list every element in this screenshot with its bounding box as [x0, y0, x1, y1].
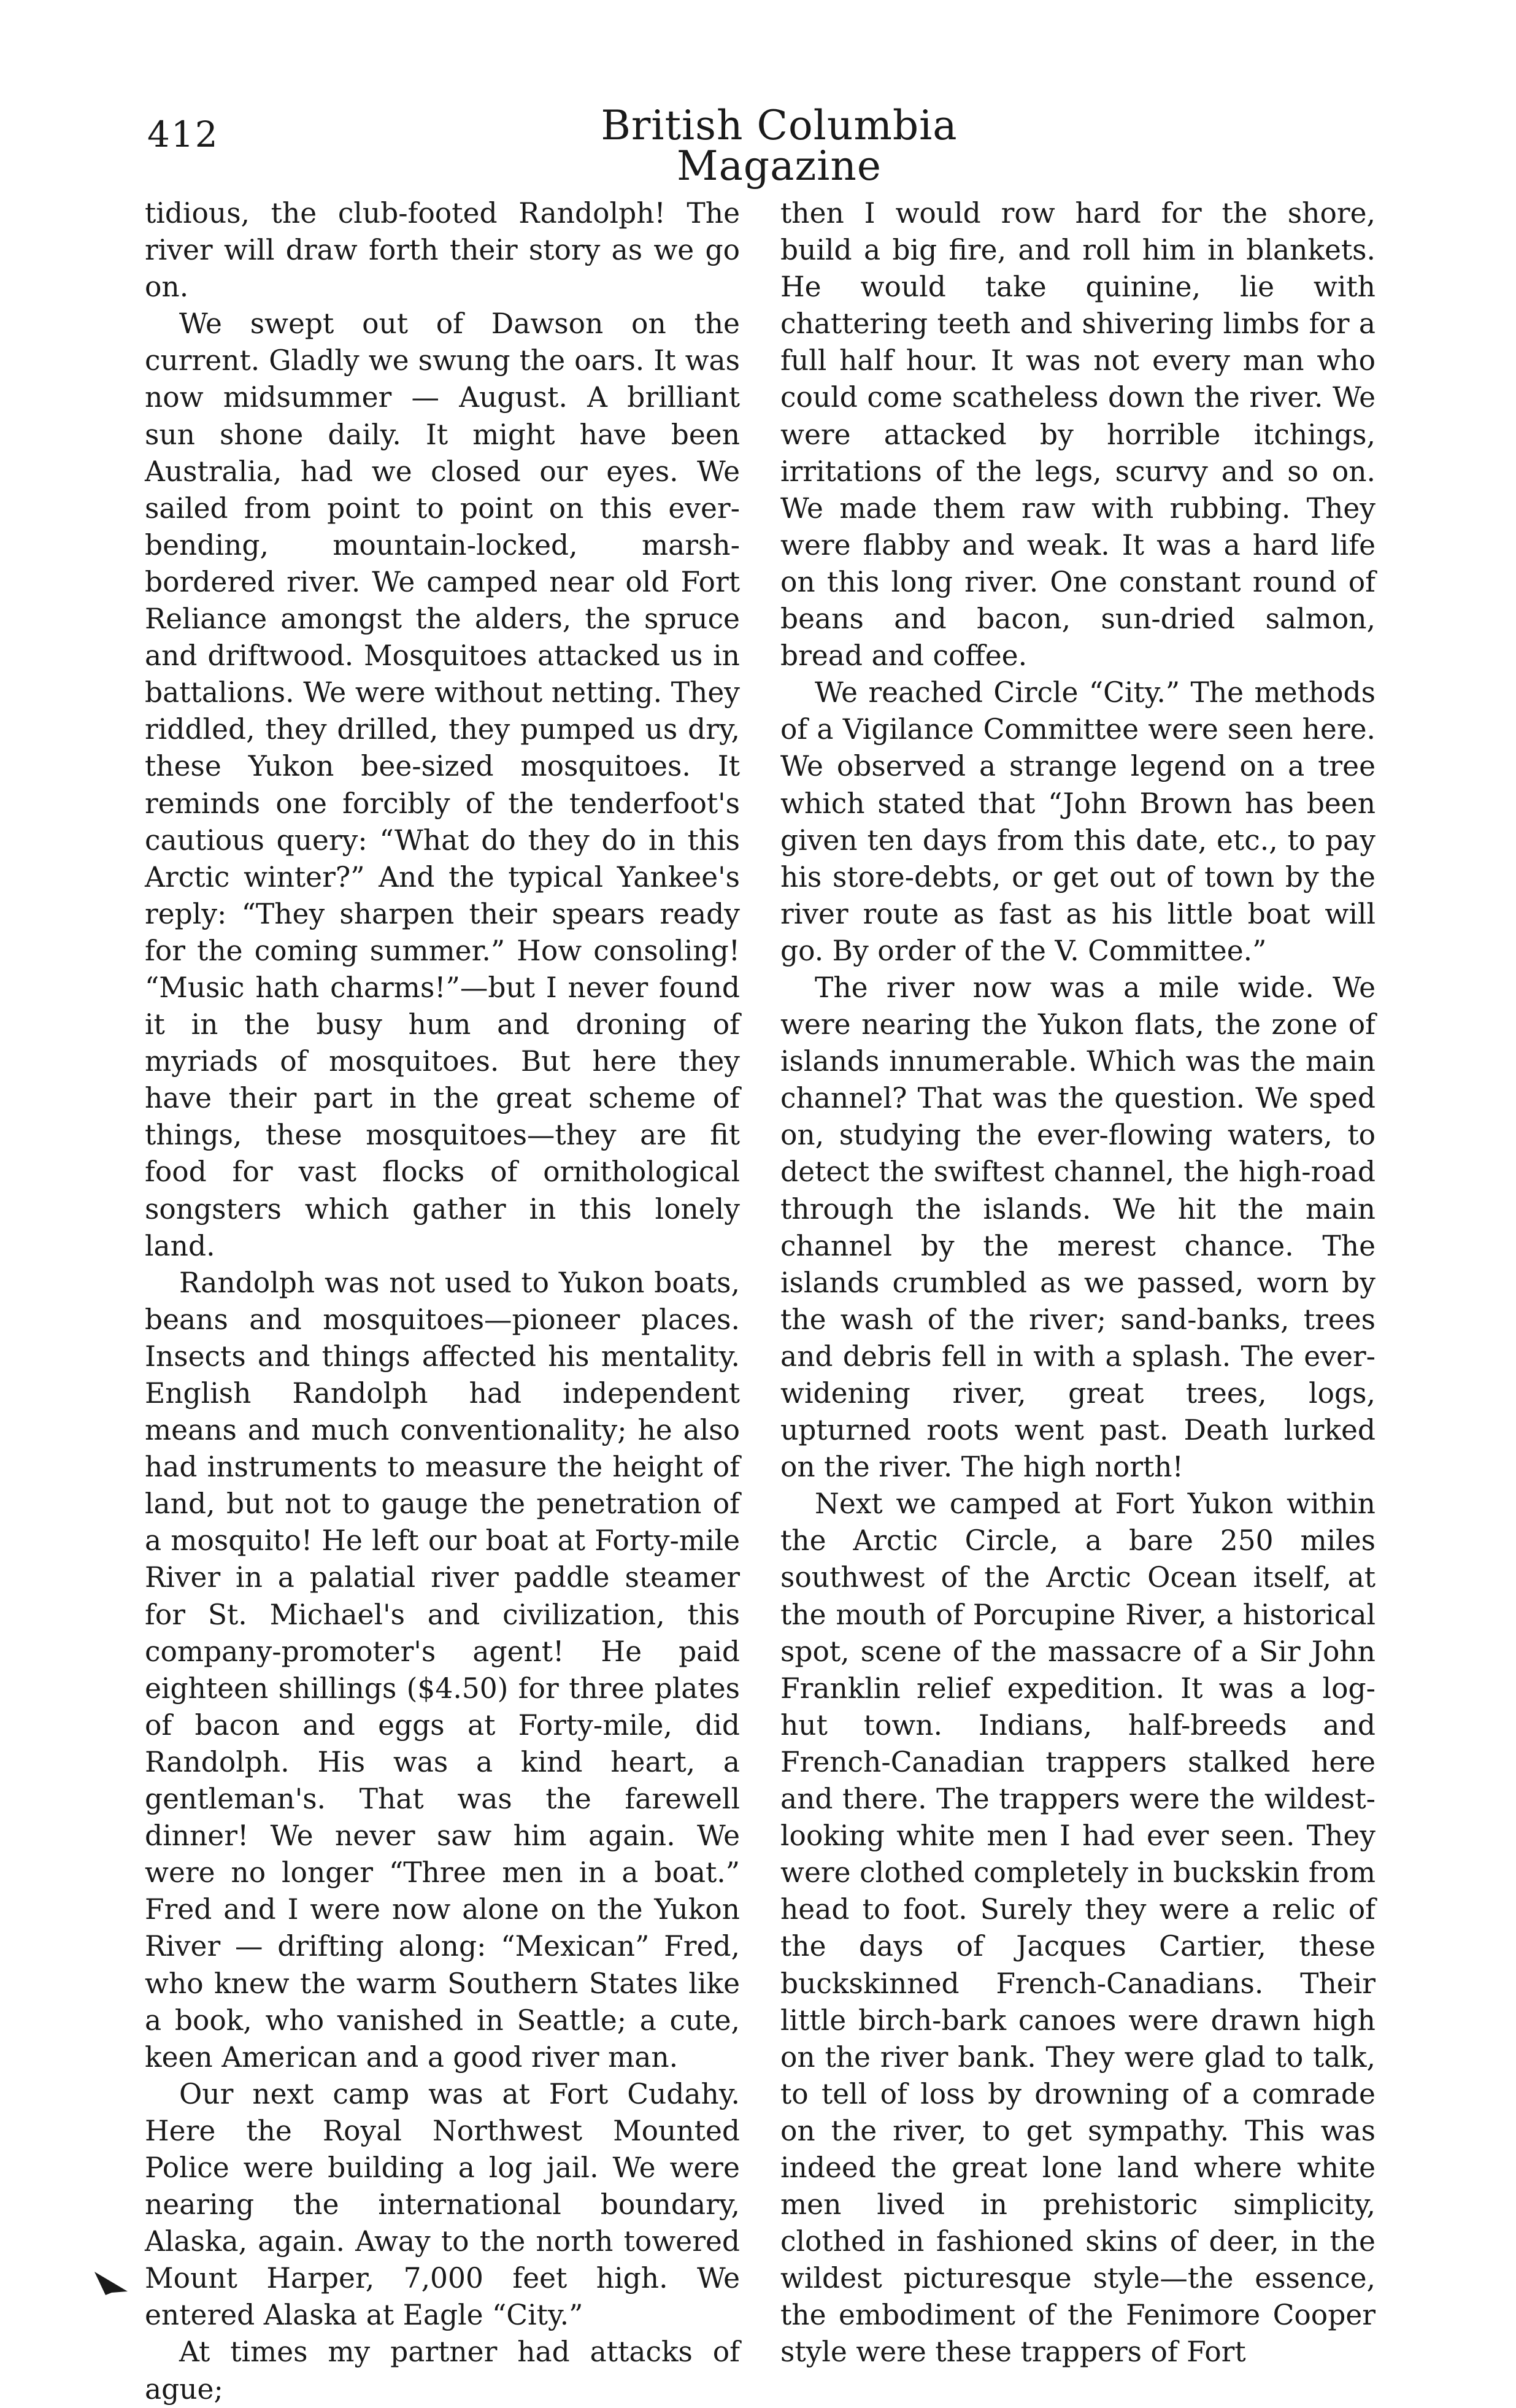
paragraph: Randolph was not used to Yukon boats, beans and mosquitoes—pioneer places. Insects and things affected his mentality. English Randolph had independent means and much conventionality; he also had instruments to measure the height of land, but not to gauge the penetration of a mosquito! He left our boat at Forty-mile River in a palatial river paddle steamer for St. Michael's and civilization, this company-promoter's agent! He paid eighteen shillings ($4.50) for three plates of bacon and eggs at Forty-mile, did Randolph. His was a kind heart, a gentleman's. That was the farewell dinner! We never saw him again. We were no longer “Three men in a boat.” Fred and I were now alone on the Yukon River — drifting along: “Mexican” Fred, who knew the warm Southern States like a book, who vanished in Seattle; a cute, keen American and a good river man. [145, 1266, 740, 2074]
running-title: British Columbia Magazine [601, 102, 958, 190]
paragraph: At times my partner had attacks of ague; [145, 2336, 740, 2406]
paragraph: Our next camp was at Fort Cudahy. Here the Royal Northwest Mounted Police were building a log jail. We were nearing the international boundary, Alaska, again. Away to the north towered Mount Harper, 7,000 feet high. We entered Alaska at Eagle “City.” [145, 2077, 740, 2332]
paragraph: We reached Circle “City.” The methods of a Vigilance Committee were seen here. We observed a strange legend on a tree which stated that “John Brown has been given ten days from this date, etc., to pay his store-debts, or get out of town by the river route as fast as his little boat will go. By order of the V. Committee.” [780, 676, 1376, 967]
paragraph: The river now was a mile wide. We were nearing the Yukon flats, the zone of islands innumerable. Which was the main channel? That was the question. We sped on, studying the ever-flowing waters, to detect the swiftest channel, the high-road through the islands. We hit the main channel by the merest chance. The islands crumbled as we passed, worn by the wash of the river; sand-banks, trees and debris fell in with a splash. The ever-widening river, great trees, logs, upturned roots went past. Death lurked on the river. The high north! [780, 971, 1376, 1484]
paragraph: then I would row hard for the shore, build a big fire, and roll him in blankets. He would take quinine, lie with chattering teeth and shivering limbs for a full half hour. It was not every man who could come scatheless down the river. We were attacked by horrible itchings, irritations of the legs, scurvy and so on. We made them raw with rubbing. They were flabby and weak. It was a hard life on this long river. One constant round of beans and bacon, sun-dried salmon, bread and coffee. [780, 197, 1376, 673]
right-column [780, 195, 1376, 2371]
paragraph: Next we camped at Fort Yukon within the Arctic Circle, a bare 250 miles southwest of the Arctic Ocean itself, at the mouth of Porcupine River, a historical spot, scene of the massacre of a Sir John Franklin relief expedition. It was a log-hut town. Indians, half-breeds and French-Canadian trappers stalked here and there. The trappers were the wildest-looking white men I had ever seen. They were clothed completely in buckskin from head to foot. Surely they were a relic of the days of Jacques Cartier, these buckskinned French-Canadians. Their little birch-bark canoes were drawn high on the river bank. They were glad to talk, to tell of loss by drowning of a comrade on the river, to get sympathy. This was indeed the great lone land where white men lived in prehistoric simplicity, clothed in fashioned skins of deer, in the wildest picturesque style—the essence, the embodiment of the Fenimore Cooper style were these trappers of Fort [780, 1488, 1376, 2369]
paragraph: tidious, the club-footed Randolph! The river will draw forth their story as we go on. [145, 197, 740, 304]
left-column [145, 195, 740, 2408]
page-number: 412 [147, 114, 219, 155]
paragraph: We swept out of Dawson on the current. Gladly we swung the oars. It was now midsummer — August. A brilliant sun shone daily. It might have been Australia, had we closed our eyes. We sailed from point to point on this ever-bending, mountain-locked, marsh-bordered river. We camped near old Fort Reliance amongst the alders, the spruce and driftwood. Mosquitoes attacked us in battalions. We were without netting. They riddled, they drilled, they pumped us dry, these Yukon bee-sized mosquitoes. It reminds one forcibly of the tenderfoot's cautious query: “What do they do in this Arctic winter?” And the typical Yankee's reply: “They sharpen their spears ready for the coming summer.” How consoling! “Music hath charms!”—but I never found it in the busy hum and droning of myriads of mosquitoes. But here they have their part in the great scheme of things, these mosquitoes—they are fit food for vast flocks of ornithological songsters which gather in this lonely land. [145, 307, 740, 1262]
